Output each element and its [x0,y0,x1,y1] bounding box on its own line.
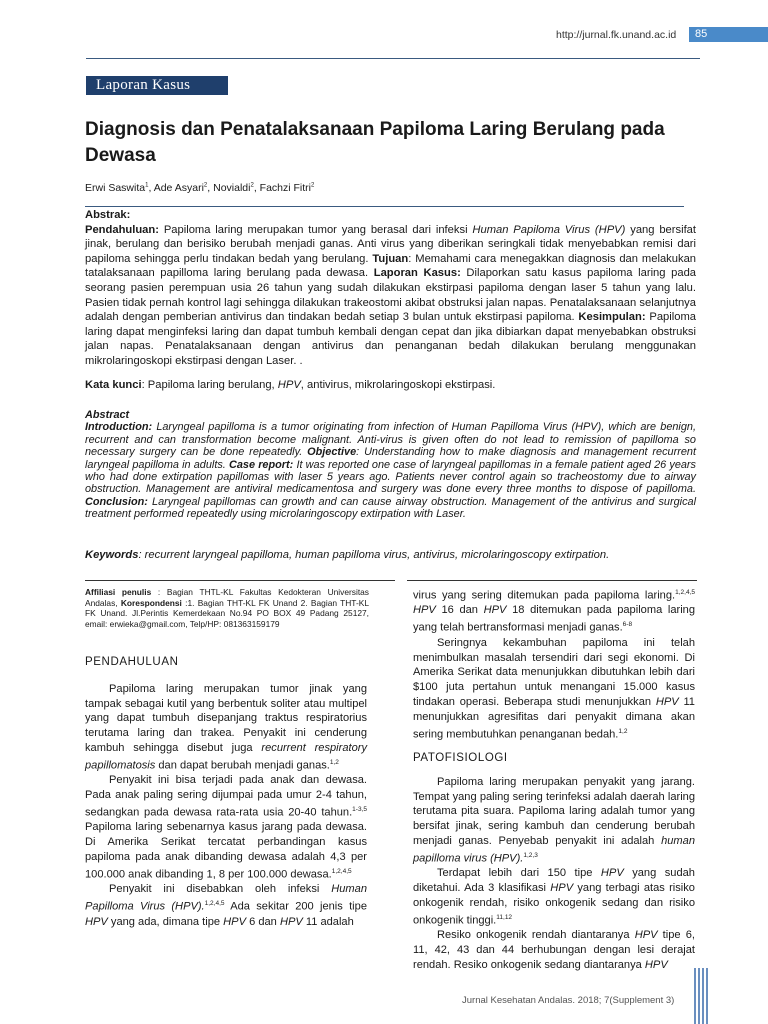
abstract-text: It was reported one case of laryngeal papillomas in a female patient aged 26 years who had done extirpation papillomas with laser 5 years ago. Patients never control again so tracheostomy due to airway obstruction. Management are antiviral medicamentosa and surgery was done every three months to dispose of papilloma. [85,458,697,496]
paragraph-text: 18 ditemukan pada papiloma laring yang telah bertransformasi menjadi ganas. [413,604,696,634]
column-divider-right [407,580,697,581]
author-divider [85,206,684,207]
paragraph [85,682,367,773]
laporan-label: Laporan Kasus: [373,267,461,280]
journal-citation-footer: Jurnal Kesehatan Andalas. 2018; 7(Supplement 3) [462,995,675,1006]
italic-term: HPV [655,695,679,708]
italic-term: HPV [223,915,246,928]
keywords-text: : recurrent laryngeal papilloma, human papilloma virus, antivirus, microlaringoscopy extirpation. [138,549,610,561]
article-title: Diagnosis dan Penatalaksanaan Papiloma Laring Berulang pada Dewasa [85,119,665,166]
footer-decor-bar [706,968,708,1024]
paragraph-text: 6 dan [249,915,277,928]
paragraph-text: dan dapat berubah menjadi ganas. [158,759,330,772]
abstract-text: Laryngeal papilloma is a tumor originating from infection of Human Papilloma Virus (HPV), which are benign, recurrent and can transformation become malignant. Anti-virus is given often do not lead to remission of papilloma so necessary surgery can be done repeatedly. [85,421,696,459]
author-name: Novialdi [213,182,251,194]
paragraph [85,882,367,929]
citation-sup: 1,2,4,5 [331,867,352,875]
paragraph-text: 11 adalah [305,915,354,928]
abstrak-hpv-term: Human Papiloma Virus (HPV) [472,223,626,236]
author-name: Ade Asyari [153,182,204,194]
citation-sup: 1,2 [618,727,628,735]
italic-term: HPV [413,604,436,617]
abstrak-text: Papiloma laring merupakan tumor yang berasal dari infeksi [163,223,468,236]
tujuan-label: Tujuan [372,252,409,265]
paragraph [85,773,367,882]
page-number: 85 [689,27,768,42]
footer-decor-bar [702,968,704,1024]
italic-term: HPV [85,915,108,928]
paragraph [413,928,695,972]
paragraph-text: Penyakit ini disebabkan oleh infeksi [109,883,320,896]
abstract-body [85,421,696,520]
italic-term: HPV [600,867,624,880]
keywords [85,549,696,561]
author-affil-sup: 2 [311,182,315,189]
abstrak-heading: Abstrak: [85,209,131,221]
author-list: Erwi Saswita$^1$, Ade Asyari$^2$, Novialdi$^2$, Fachzi Fitri$^2$ [85,182,315,194]
paragraph-text: Papiloma laring merupakan penyakit yang jarang. Tempat yang paling sering terinfeksi adalah daerah laring terutama pita suara. Papiloma laring adalah tumor yang bersifat jinak, sering kambuh dan cenderung berubah menjadi ganas. Penyebab penyakit ini adalah [413,775,695,848]
affiliation-note [85,587,369,629]
paragraph-text: Terdapat lebih dari 150 tipe [437,867,593,880]
pendahuluan-label: Pendahuluan: [85,223,159,236]
left-column [85,655,367,929]
paragraph-text: Papiloma laring sebenarnya kasus jarang pada dewasa. Di Amerika Serikat tercatat perbandingan kasus papiloma pada anak dibanding dewasa adalah 4,3 per 100.000 anak dibanding 1, 8 per 100.000 dewasa. [85,821,367,881]
header-divider [86,58,700,59]
paragraph-text: Resiko onkogenik rendah diantaranya [437,929,630,942]
paragraph-text: yang sudah diketahui. Ada 3 klasifikasi [413,867,695,895]
abstrak-section [85,208,696,369]
paragraph-text: 11 menunjukkan agresifitas dari penyakit dimana akan sering membutuhkan penanganan bedah. [413,695,695,741]
author-affil-sup: 1 [145,182,149,189]
italic-term: human papilloma virus (HPV). [413,835,695,865]
paragraph-text: 16 dan [441,604,478,617]
correspondence-label: Korespondensi [120,597,182,608]
paragraph-text: Penyakit ini bisa terjadi pada anak dan dewasa. Pada anak paling sering dijumpai pada umur 2-4 tahun, sedangkan pada dewasa rata-rata usia 20-40 tahun. [85,774,367,819]
paragraph [413,866,695,928]
section-heading-patofisiologi: PATOFISIOLOGI [413,752,508,765]
case-report-label: Case report: [229,458,294,471]
section-heading-pendahuluan: PENDAHULUAN [85,656,179,668]
affiliation-label: Affiliasi penulis [85,587,152,597]
author-affil-sup: 2 [203,182,208,189]
abstrak-text: yang bersifat jinak, berulang dan berisiko berubah menjadi ganas. Anti virus yang diberikan seringkali tidak menyebabkan remisi dari papiloma sehingga perlu tindakan bedah yang berulang. [85,223,697,265]
footer-decor-bar [698,968,700,1024]
italic-term: recurrent respiratory papillomatosis [85,741,367,772]
citation-sup: 1,2 [329,758,339,766]
citation-sup: 1-3,5 [352,805,367,813]
abstract-heading: Abstract [85,409,130,421]
author-name: Fachzi Fitri [259,182,311,194]
paragraph-text: tipe 6, 11, 42, 43 dan 44 berhubungan dengan lesi derajat rendah. Resiko onkogenik sedang diantaranya [413,929,695,971]
kesimpulan-label: Kesimpulan: [578,311,646,324]
italic-term: HPV [644,958,668,971]
author-affil-sup: 2 [250,182,254,189]
citation-sup: 1,2,3 [523,851,538,859]
journal-url: http://jurnal.fk.unand.ac.id [556,29,677,41]
italic-term: HPV [634,929,658,942]
citation-sup: 11,12 [496,913,513,921]
author-name: Erwi Saswita [85,182,146,194]
abstract-section [85,409,696,521]
paragraph-text: yang ada, dimana tipe [110,915,221,928]
paragraph-text: virus yang sering ditemukan pada papiloma laring. [413,589,676,602]
right-column [413,586,695,973]
kata-kunci-text: , antivirus, mikrolaringoskopi ekstirpasi. [300,379,496,391]
italic-term: HPV [279,915,303,928]
introduction-label: Introduction: [85,421,153,434]
conclusion-label: Conclusion: [85,495,148,508]
abstract-text: : Understanding how to make diagnosis and management recurrent laryngeal papilloma in adults. [85,446,696,471]
affiliation-text: : Bagian THTL-KL Fakultas Kedokteran Universitas Andalas, [85,587,369,608]
paragraph [413,636,695,742]
italic-term: Human Papilloma Virus (HPV). [85,883,367,913]
column-divider-left [85,580,395,581]
objective-label: Objective [307,446,357,459]
abstrak-body [85,223,696,369]
citation-sup: 1,2,4,5 [204,900,225,908]
citation-sup: 6-8 [622,621,633,629]
paragraph [413,586,695,636]
paragraph-text: Seringnya kekambuhan papiloma ini telah menimbulkan masalah tersendiri dari segi ekonomi. Di Amerika Serikat data menunjukkan dibutuhkan lebih dari $100 juta pertahun untuk menangani 15.000 kasus tindakan operasi. Beberapa studi menunjukkan [413,636,695,708]
italic-term: HPV [483,604,507,617]
kata-kunci-hpv: HPV [277,379,301,391]
abstrak-text: Papiloma laring dapat menginfeksi laring dan dapat tumbuh kembali dengan cepat dan jika dibiarkan dapat menyebabkan obstruksi jalan napas. Penatalaksanaan dengan antivirus dan penanganan bedah dilakukan berulang menggunakan mikrolaringoskopi ekstirpasi dengan Laser. . [85,311,696,367]
abstrak-text: Dilaporkan satu kasus papiloma laring pada seorang pasien perempuan usia 26 tahun yang sudah dilakukan ekstirpasi papiloma dengan laser 5 tahun yang lalu. Pasien tidak pernah kontrol lagi sehingga dilakukan trakeostomi akibat obstruksi jalan napas. Penatalaksanaan selanjutnya adalah dengan pemberian antivirus dan tindakan bedah setiap 3 bulan untuk ekstirpasi papiloma. [85,267,697,324]
kata-kunci-text: : Papiloma laring berulang, [141,379,275,391]
paragraph-text: Ada sekitar 200 jenis tipe [230,900,367,913]
paragraph-text: Papiloma laring merupakan tumor jinak yang tampak sebagai kutil yang berbentuk soliter atau multipel yang dapat tumbuh disepanjang traktus respiratorius terutama laring dan trakea. Penyakit ini cenderung kambuh sehingga disebut juga [85,682,367,754]
abstrak-text: : Memahami cara menegakkan diagnosis dan melakukan tatalaksanaan papilloma laring berulang pada dewasa. [85,252,697,280]
abstract-text: Laryngeal papillomas can growth and can cause airway obstruction. Management of the antivirus and surgical treatment performed repeatedly using microlaringoscopy extirpation with Laser. [85,495,696,521]
footer-decor-bar [694,968,696,1024]
kata-kunci-label: Kata kunci [85,379,142,391]
paragraph-text: yang terbagi atas risiko onkogenik rendah, risiko onkogenik sedang dan risiko onkogenik tinggi. [413,882,695,927]
keywords-label: Keywords [85,549,139,561]
correspondence-text: :1. Bagian THT-KL FK Unand 2. Bagian THT-KL FK Unand. Jl.Perintis Kemerdekaan No.94 PO BOX 49 Padang 25127, email: erwieka@gmail.com, Telp/HP: 081363159179 [85,597,369,629]
paragraph [413,775,695,866]
citation-sup: 1,2,4,5 [675,589,695,596]
italic-term: HPV [550,882,574,895]
section-tag: Laporan Kasus [86,76,228,95]
kata-kunci [85,379,696,391]
